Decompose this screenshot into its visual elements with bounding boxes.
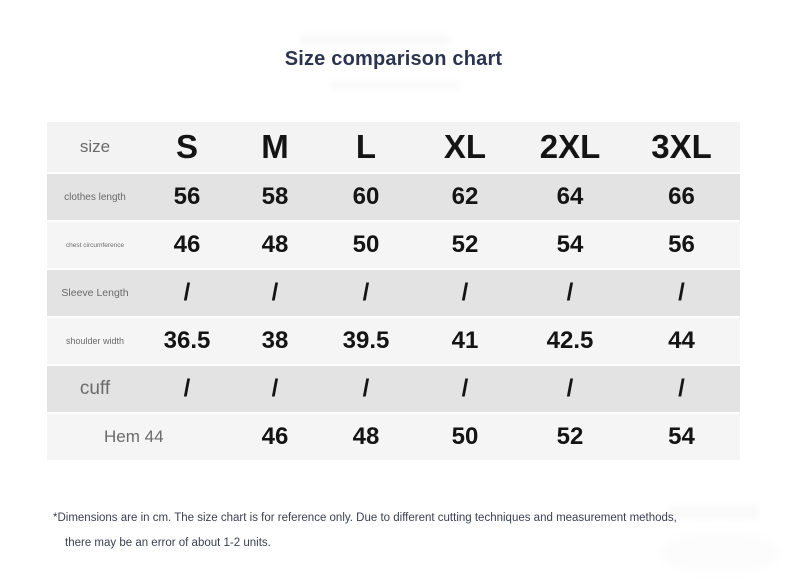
ghost-artifact <box>330 80 460 90</box>
value-cell: / <box>183 375 191 402</box>
row-label: chest circumference <box>65 241 125 249</box>
value-cell: / <box>678 279 685 306</box>
size-column-label: size <box>79 137 111 156</box>
value-cell: 46 <box>173 231 201 258</box>
value-cell: / <box>183 279 191 306</box>
ghost-artifact <box>300 34 450 46</box>
value-cell: 66 <box>668 183 695 210</box>
footnote-line1: *Dimensions are in cm. The size chart is for reference only. Due to different cutting techniques and measurement methods, <box>53 512 677 524</box>
value-cell: 60 <box>352 183 380 210</box>
footnote-line2: there may be an error of about 1-2 units. <box>65 537 271 549</box>
table-row-cuff <box>47 366 740 412</box>
value-cell: 42.5 <box>546 327 594 354</box>
table-row-shoulder-width <box>47 318 740 364</box>
row-label: cuff <box>79 378 111 399</box>
value-cell: / <box>566 375 574 402</box>
value-cell: 39.5 <box>342 327 390 354</box>
size-header-l: L <box>355 128 377 165</box>
size-header-3xl: 3XL <box>651 128 712 165</box>
value-cell: 44 <box>668 327 695 354</box>
page-title: Size comparison chart <box>284 48 503 70</box>
value-cell: / <box>271 279 279 306</box>
row-label: Hem 44 <box>104 427 164 446</box>
table-row-chest-circumference <box>47 222 740 268</box>
size-header-m: M <box>261 128 289 165</box>
value-cell: / <box>362 375 370 402</box>
value-cell: / <box>461 279 469 306</box>
value-cell: 52 <box>556 423 584 450</box>
value-cell: / <box>566 279 574 306</box>
value-cell: / <box>678 375 685 402</box>
value-cell: 58 <box>261 183 289 210</box>
disclaimer-footnote <box>53 506 753 556</box>
row-label: clothes length <box>64 191 126 203</box>
value-cell: / <box>362 279 370 306</box>
size-header-s: S <box>175 128 198 165</box>
value-cell: 48 <box>261 231 289 258</box>
value-cell: 54 <box>556 231 584 258</box>
value-cell: 46 <box>261 423 289 450</box>
size-header-xl: XL <box>443 128 487 165</box>
value-cell: 41 <box>451 327 479 354</box>
value-cell: / <box>271 375 279 402</box>
value-cell: 50 <box>451 423 479 450</box>
value-cell: 62 <box>451 183 479 210</box>
value-cell: 48 <box>352 423 380 450</box>
value-cell: 56 <box>173 183 201 210</box>
table-row-clothes-length <box>47 174 740 220</box>
value-cell: 56 <box>668 231 695 258</box>
value-cell: 50 <box>352 231 380 258</box>
value-cell <box>143 414 231 460</box>
row-label: Sleeve Length <box>61 287 129 299</box>
value-cell: / <box>461 375 469 402</box>
value-cell: 36.5 <box>163 327 211 354</box>
value-cell: 52 <box>451 231 479 258</box>
value-cell: 54 <box>668 423 695 450</box>
size-table <box>47 122 740 462</box>
table-row-sleeve-length <box>47 270 740 316</box>
size-header-2xl: 2XL <box>539 128 601 165</box>
value-cell: 64 <box>556 183 584 210</box>
table-row-hem <box>47 414 740 460</box>
row-label: shoulder width <box>65 336 125 346</box>
table-header-row <box>47 122 740 172</box>
value-cell: 38 <box>261 327 289 354</box>
